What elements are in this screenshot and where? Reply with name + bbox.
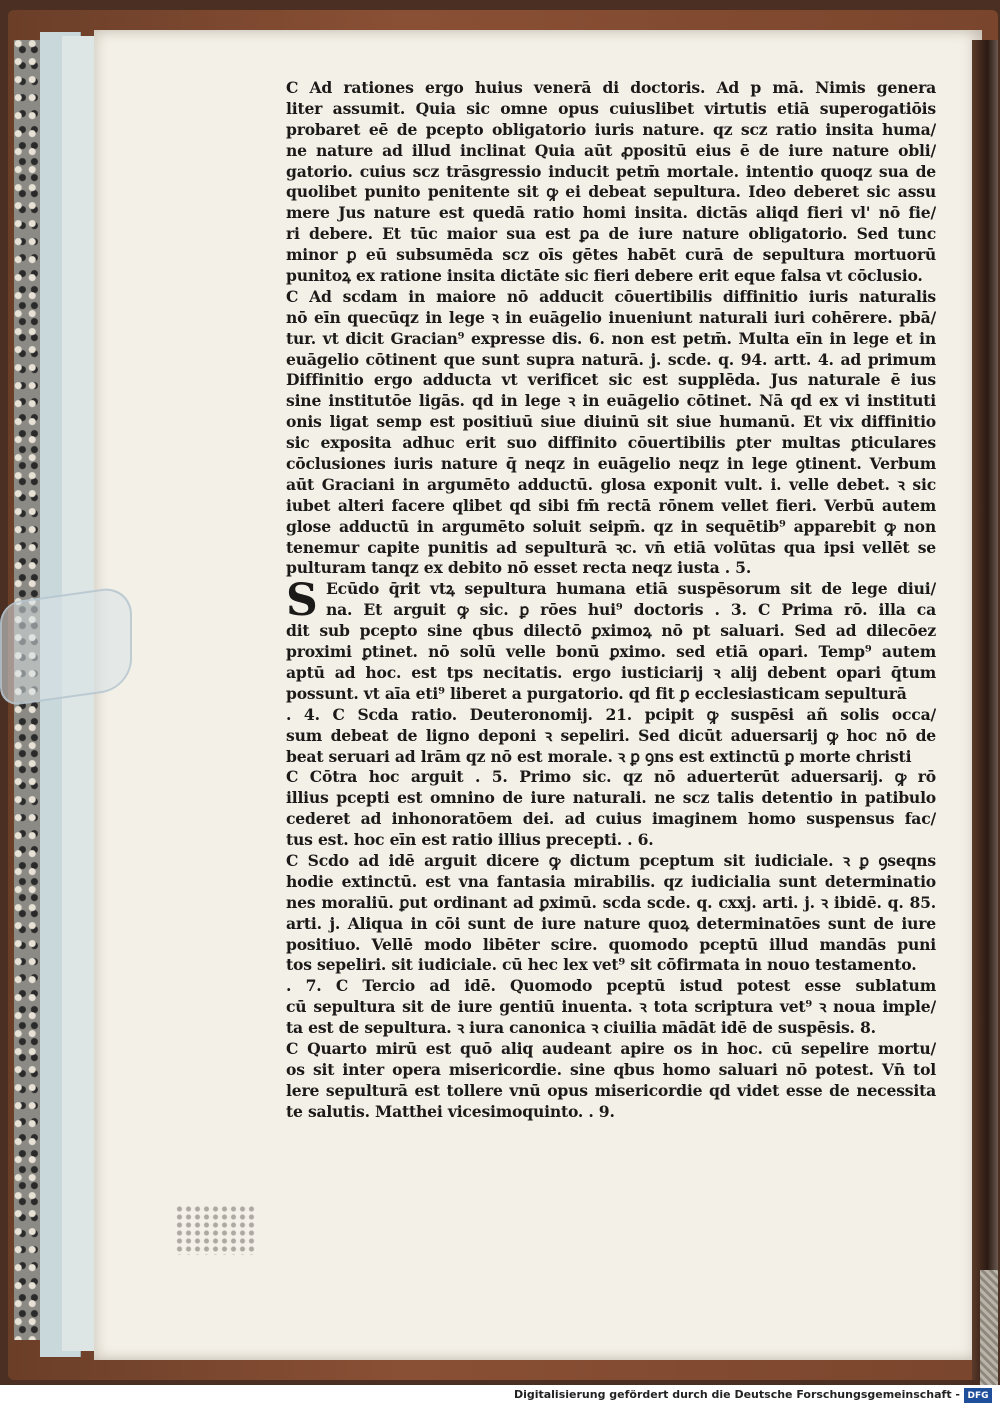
text-line: os sit inter opera misericordie. sine qbus homo saluari nō potest. Vn̄ tol [286, 1059, 936, 1079]
page-edge-shadow [972, 40, 998, 1380]
text-line: ta est de sepultura. ꝛ iura canonica ꝛ ciuilia mādāt idē de suspēsis. 8. [286, 1018, 876, 1038]
text-line: nō eīn quecūqz in lege ꝛ in euāgelio inueniunt naturali iuri cohērere. pbā/ [286, 307, 936, 327]
text-line: C Cōtra hoc arguit . 5. Primo sic. qz nō aduerterūt aduersarij. ꝙ rō [286, 767, 936, 787]
text-line: C Ad rationes ergo huius venerā di doctoris. Ad p mā. Nimis genera [286, 78, 936, 97]
text-line: . 4. C Scda ratio. Deuteronomij. 21. pcipit ꝙ suspēsi añ solis occa/ [286, 704, 936, 724]
text-line: C Quarto mirū est quō aliq audeant apire os in hoc. cū sepelire mortu/ [286, 1038, 936, 1058]
paragraph-p7 [286, 976, 936, 1039]
text-line: tus est. hoc eīn est ratio illius precepti. . 6. [286, 830, 654, 850]
text-line: tur. vt dicit Gracian⁹ expresse dis. 6. non est petm̄. Multa eīn in lege et in [286, 328, 936, 348]
dfg-logo-icon: DFG [964, 1388, 992, 1403]
text-line: nes moraliū. ꝑut ordinant ad ꝑximū. scda scde. q. cxxj. arti. j. ꝛ ibidē. q. 85. [286, 892, 936, 912]
text-line: C Scdo ad idē arguit dicere ꝙ dictum pceptum sit iudiciale. ꝛ ꝑ ꝯseqns [286, 850, 936, 870]
text-line: euāgelio cōtinent que sunt supra naturā. j. scde. q. 94. artt. 4. ad primum [286, 349, 936, 369]
text-line: arti. j. Aliqua in cōi sunt de iure nature quoꝝ determinatōes sunt de iure [286, 913, 936, 933]
text-line: liter assumit. Quia sic omne opus cuiuslibet virtutis etiā superogatiōis [286, 98, 936, 118]
text-line: onis ligat semp est positiuū siue diuinū sit siue humanū. Et vix diffinitio [286, 412, 936, 432]
text-line: ri debere. Et tūc maior sua est ꝑa de iure nature obligatorio. Sed tunc [286, 224, 936, 244]
digitization-credit: Digitalisierung gefördert durch die Deutsche Forschungsgemeinschaft - [513, 1388, 960, 1401]
text-line: quolibet punito penitente sit ꝙ ei debeat sepultura. Ideo deberet sic assu [286, 182, 936, 202]
text-line: te salutis. Matthei vicesimoquinto. . 9. [286, 1101, 615, 1121]
text-line: iubet alteri facere qlibet qd sibi fm̄ rectā rōnem vellet fieri. Verbū autem [286, 495, 936, 515]
text-line: Diffinitio ergo adducta vt verificet sic est supplēda. Jus naturale ē ius [286, 370, 936, 390]
paragraph-p1 [286, 78, 936, 287]
paragraph-p6 [286, 851, 936, 976]
text-line: C Ad scdam in maiore nō adducit cōuertibilis diffinitio iuris naturalis [286, 286, 936, 306]
text-line: sic exposita adhuc erit suo diffinito cōuertibilis ꝑter multas ꝑticulares [286, 433, 936, 453]
text-line: proximi ꝑtinet. nō solū velle bonū ꝑximo. sed etiā opari. Temp⁹ autem [286, 642, 936, 662]
paragraph-p3 [286, 575, 936, 704]
text-line: probaret eē de pcepto obligatorio iuris nature. qz scz ratio insita huma/ [286, 119, 936, 139]
text-line: sum debeat de ligno deponi ꝛ sepeliri. Sed dicūt aduersarij ꝙ hoc nō de [286, 725, 936, 745]
text-line: Ecūdo q̄rit vtꝝ sepultura humana etiā suspēsorum sit de lege diui/ [326, 579, 936, 599]
text-line: gatorio. cuius scz trāsgressio inducit petm̄ mortale. intentio quoqz sua de [286, 161, 936, 181]
paragraph-p2 [286, 287, 936, 579]
text-line: sine institutōe ligās. qd in lege ꝛ in euāgelio cōtinet. Nā qd ex vi instituti [286, 391, 936, 411]
text-line: hodie extinctū. est vna fantasia mirabilis. qz iudicialia sunt determinatio [286, 871, 936, 891]
text-line: illius pcepti est omnino de iure naturali. ne scz talis detentio in patibulo [286, 788, 936, 808]
text-line: pulturam tanqz ex debito nō esset recta neqz iusta . 5. [286, 558, 752, 578]
paragraph-p5 [286, 767, 936, 851]
text-line: cederet ad inhonoratōem dei. ad cuius imaginem homo suspensus fac/ [286, 809, 936, 829]
text-line: punitoꝝ ex ratione insita dictāte sic fieri debere erit eque falsa vt cōclusio. [286, 266, 923, 286]
page-clip [0, 585, 132, 708]
text-line: cū sepultura sit de iure gentiū inuenta. ꝛ tota scriptura vet⁹ ꝛ noua imple/ [286, 997, 936, 1017]
bookmark-ribbon [980, 1270, 998, 1385]
text-line: aūt Graciani in argumēto adductū. glosa exponit vult. i. velle debet. ꝛ sic [286, 474, 936, 494]
incunable-text [286, 78, 936, 1123]
paragraph-p4 [286, 705, 936, 768]
text-line: . 7. C Tercio ad idē. Quomodo pceptū istud potest esse sublatum [286, 976, 936, 996]
text-line: mere Jus nature est quedā ratio homi insita. dictās aliqd fieri vl' nō fie/ [286, 203, 936, 223]
text-line: minor ꝑ eū subsumēda scz oīs gētes habēt curā de sepultura mortuorū [286, 245, 936, 265]
text-line: possunt. vt aīa eti⁹ liberet a purgatorio. qd fit ꝑ ecclesiasticam sepulturā [286, 683, 907, 703]
text-line: lere sepulturā est tollere vnū opus misericordie qd videt esse de necessita [286, 1080, 936, 1100]
text-line: cōclusiones iuris nature q̄ neqz in euāgelio neqz in lege ꝯtinent. Verbum [286, 454, 936, 474]
text-line: tenemur capite punitis ad sepulturā ꝛc. vn̄ etiā volūtas qua ipsi vellēt se [286, 537, 936, 557]
text-line: tos sepeliri. sit iudiciale. cū hec lex vet⁹ sit cōfirmata in nouo testamento. [286, 955, 917, 975]
text-line: dit sub pcepto sine qbus dilectō ꝑximoꝝ nō pt saluari. Sed ad dilecōez [286, 621, 936, 641]
text-line: aptū ad hoc. est tps necitatis. ergo iusticiarij ꝛ alij debent opari q̄tum [286, 662, 936, 682]
ink-stain [175, 1205, 255, 1255]
decorated-initial: S [286, 575, 318, 627]
text-line: ne nature ad illud inclinat Quia aūt ꝓpositū eius ē de iure nature obli/ [286, 140, 936, 160]
paragraph-p8 [286, 1039, 936, 1123]
text-line: beat seruari ad lrām qz nō est morale. ꝛ ꝑ ꝯns est extinctū ꝑ morte christi [286, 746, 912, 766]
text-line: positiuo. Vellē modo libēter scire. quomodo pceptū illud mandās puni [286, 934, 936, 954]
text-line: na. Et arguit ꝙ sic. ꝑ rōes hui⁹ doctoris . 3. C Prima rō. illa ca [326, 600, 936, 620]
text-line: glose adductū in argumēto soluit seipm̄. qz in sequētib⁹ apparebit ꝙ non [286, 516, 936, 536]
